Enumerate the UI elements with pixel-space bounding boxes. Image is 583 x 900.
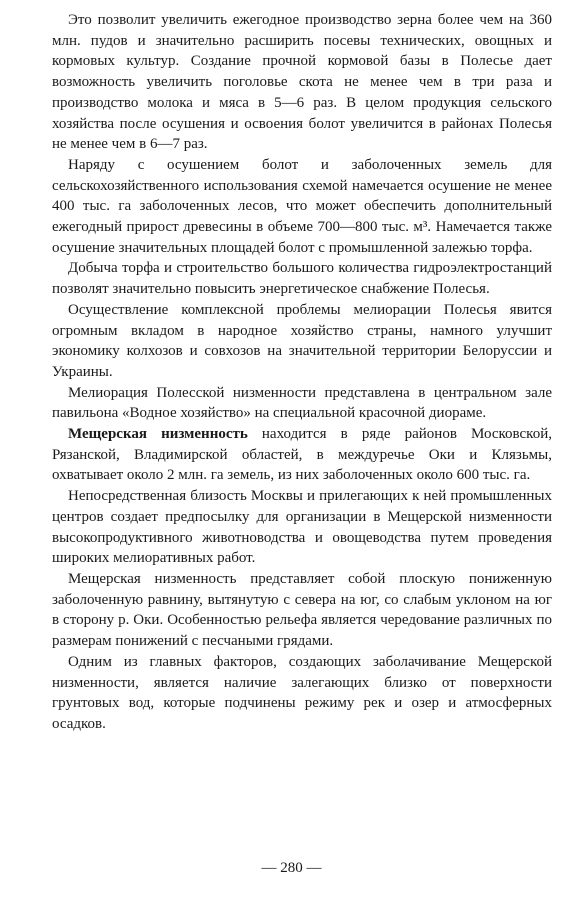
- paragraph-5: Мелиорация Полесской низменности представлена в центральном зале павильона «Водное хозяйство» на специальной красочной диораме.: [52, 384, 552, 422]
- paragraph-6: [52, 424, 552, 486]
- paragraph-2: Наряду с осушением болот и заболоченных земель для сельскохозяйственного использования схемой намечается осушение не менее 400 тыс. га заболоченных лесов, что может обеспечить дополнительный ежегодный прирост древесины в объеме 700—800 тыс. м³. Намечается также осушение значительных площадей болот с промышленной залежью торфа.: [52, 156, 552, 256]
- paragraph-7: Непосредственная близость Москвы и прилегающих к ней промышленных центров создает предпосылку для организации в Мещерской низменности высокопродуктивного животноводства и овощеводства путем проведения широких мелиоративных работ.: [52, 488, 552, 567]
- paragraph-6-lead-term: Мещерская низменность: [68, 426, 248, 443]
- page-number: — 280 —: [261, 860, 322, 876]
- paragraph-9: Одним из главных факторов, создающих заболачивание Мещерской низменности, является наличие залегающих близко от поверхности грунтовых вод, которые подчинены режиму рек и озер и атмосферных осадков.: [52, 653, 552, 732]
- paragraph-4: Осуществление комплексной проблемы мелиорации Полесья явится огромным вкладом в народное хозяйство страны, намного улучшит экономику колхозов и совхозов на значительной территории Белоруссии и Украины.: [52, 301, 552, 380]
- page-body: [52, 10, 552, 735]
- paragraph-6-text: находится в ряде районов Московской, Рязанской, Владимирской областей, в междуречье Оки и Клязьмы, охватывает около 2 млн. га земель, из них заболоченных около 600 тыс. га.: [52, 426, 552, 484]
- paragraph-3: Добыча торфа и строительство большого количества гидроэлектростанций позволят значительно повысить энергетическое снабжение Полесья.: [52, 260, 552, 298]
- paragraph-8: Мещерская низменность представляет собой плоскую пониженную заболоченную равнину, вытянутую с севера на юг, со слабым уклоном на юг в сторону р. Оки. Особенностью рельефа является чередование различных по размерам понижений с песчаными грядами.: [52, 570, 552, 650]
- paragraph-1: Это позволит увеличить ежегодное производство зерна более чем на 360 млн. пудов и значительно расширить посевы технических, овощных и кормовых культур. Создание прочной кормовой базы в Полесье дает возможность увеличить поголовье скота не менее чем в три раза и производство молока и мяса в 5—6 раз. В целом продукция сельского хозяйства после осушения и освоения болот увеличится в районах Полесья не менее чем в 6—7 раз.: [52, 12, 552, 153]
